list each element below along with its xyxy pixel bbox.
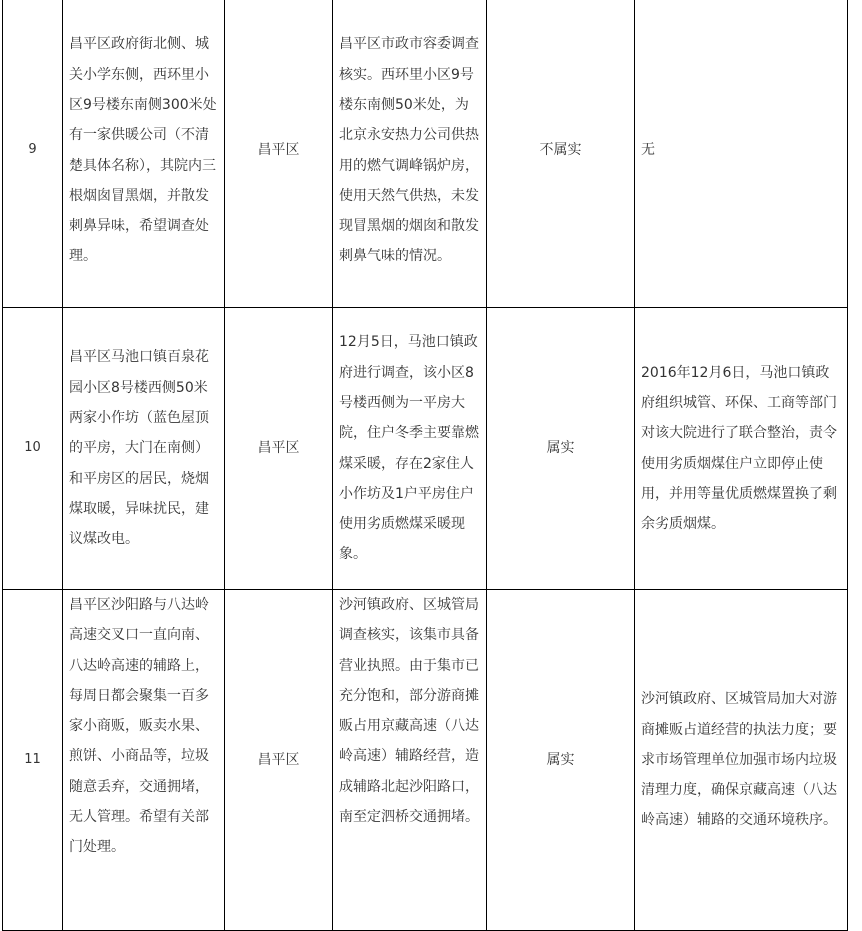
- row-number: 10: [3, 308, 63, 590]
- table-row: [3, 590, 848, 931]
- district-cell: 昌平区: [225, 590, 333, 931]
- verification-cell: 昌平区市政市容委调查核实。西环里小区9号楼东南侧50米处，为北京永安热力公司供热用的燃气调峰锅炉房，使用天然气供热，未发现冒黑烟的烟囱和散发刺鼻气味的情况。: [333, 0, 487, 308]
- district-cell: 昌平区: [225, 0, 333, 308]
- result-cell: 属实: [487, 590, 635, 931]
- action-cell: 无: [635, 0, 848, 308]
- table-row: [3, 0, 848, 308]
- district-cell: 昌平区: [225, 308, 333, 590]
- complaint-table: [2, 0, 848, 931]
- result-cell: 属实: [487, 308, 635, 590]
- verification-cell: 12月5日，马池口镇政府进行调查，该小区8号楼西侧为一平房大院，住户冬季主要靠燃煤采暖，存在2家住人小作坊及1户平房住户使用劣质燃煤采暖现象。: [333, 308, 487, 590]
- row-number: 11: [3, 590, 63, 931]
- complaint-content: 昌平区沙阳路与八达岭高速交叉口一直向南、八达岭高速的辅路上，每周日都会聚集一百多家小商贩，贩卖水果、煎饼、小商品等，垃圾随意丢弃，交通拥堵，无人管理。希望有关部门处理。: [63, 590, 225, 931]
- complaint-content: 昌平区马池口镇百泉花园小区8号楼西侧50米两家小作坊（蓝色屋顶的平房，大门在南侧）和平房区的居民，烧烟煤取暖，异味扰民，建议煤改电。: [63, 308, 225, 590]
- row-number: 9: [3, 0, 63, 308]
- verification-cell: 沙河镇政府、区城管局调查核实，该集市具备营业执照。由于集市已充分饱和，部分游商摊贩占用京藏高速（八达岭高速）辅路经营，造成辅路北起沙阳路口，南至定泗桥交通拥堵。: [333, 590, 487, 931]
- action-cell: 沙河镇政府、区城管局加大对游商摊贩占道经营的执法力度；要求市场管理单位加强市场内垃圾清理力度，确保京藏高速（八达岭高速）辅路的交通环境秩序。: [635, 590, 848, 931]
- complaint-content: 昌平区政府街北侧、城关小学东侧，西环里小区9号楼东南侧300米处有一家供暖公司（不清楚具体名称），其院内三根烟囱冒黑烟，并散发刺鼻异味，希望调查处理。: [63, 0, 225, 308]
- result-cell: 不属实: [487, 0, 635, 308]
- action-cell: 2016年12月6日，马池口镇政府组织城管、环保、工商等部门对该大院进行了联合整治，责令使用劣质烟煤住户立即停止使用，并用等量优质燃煤置换了剩余劣质烟煤。: [635, 308, 848, 590]
- table-row: [3, 308, 848, 590]
